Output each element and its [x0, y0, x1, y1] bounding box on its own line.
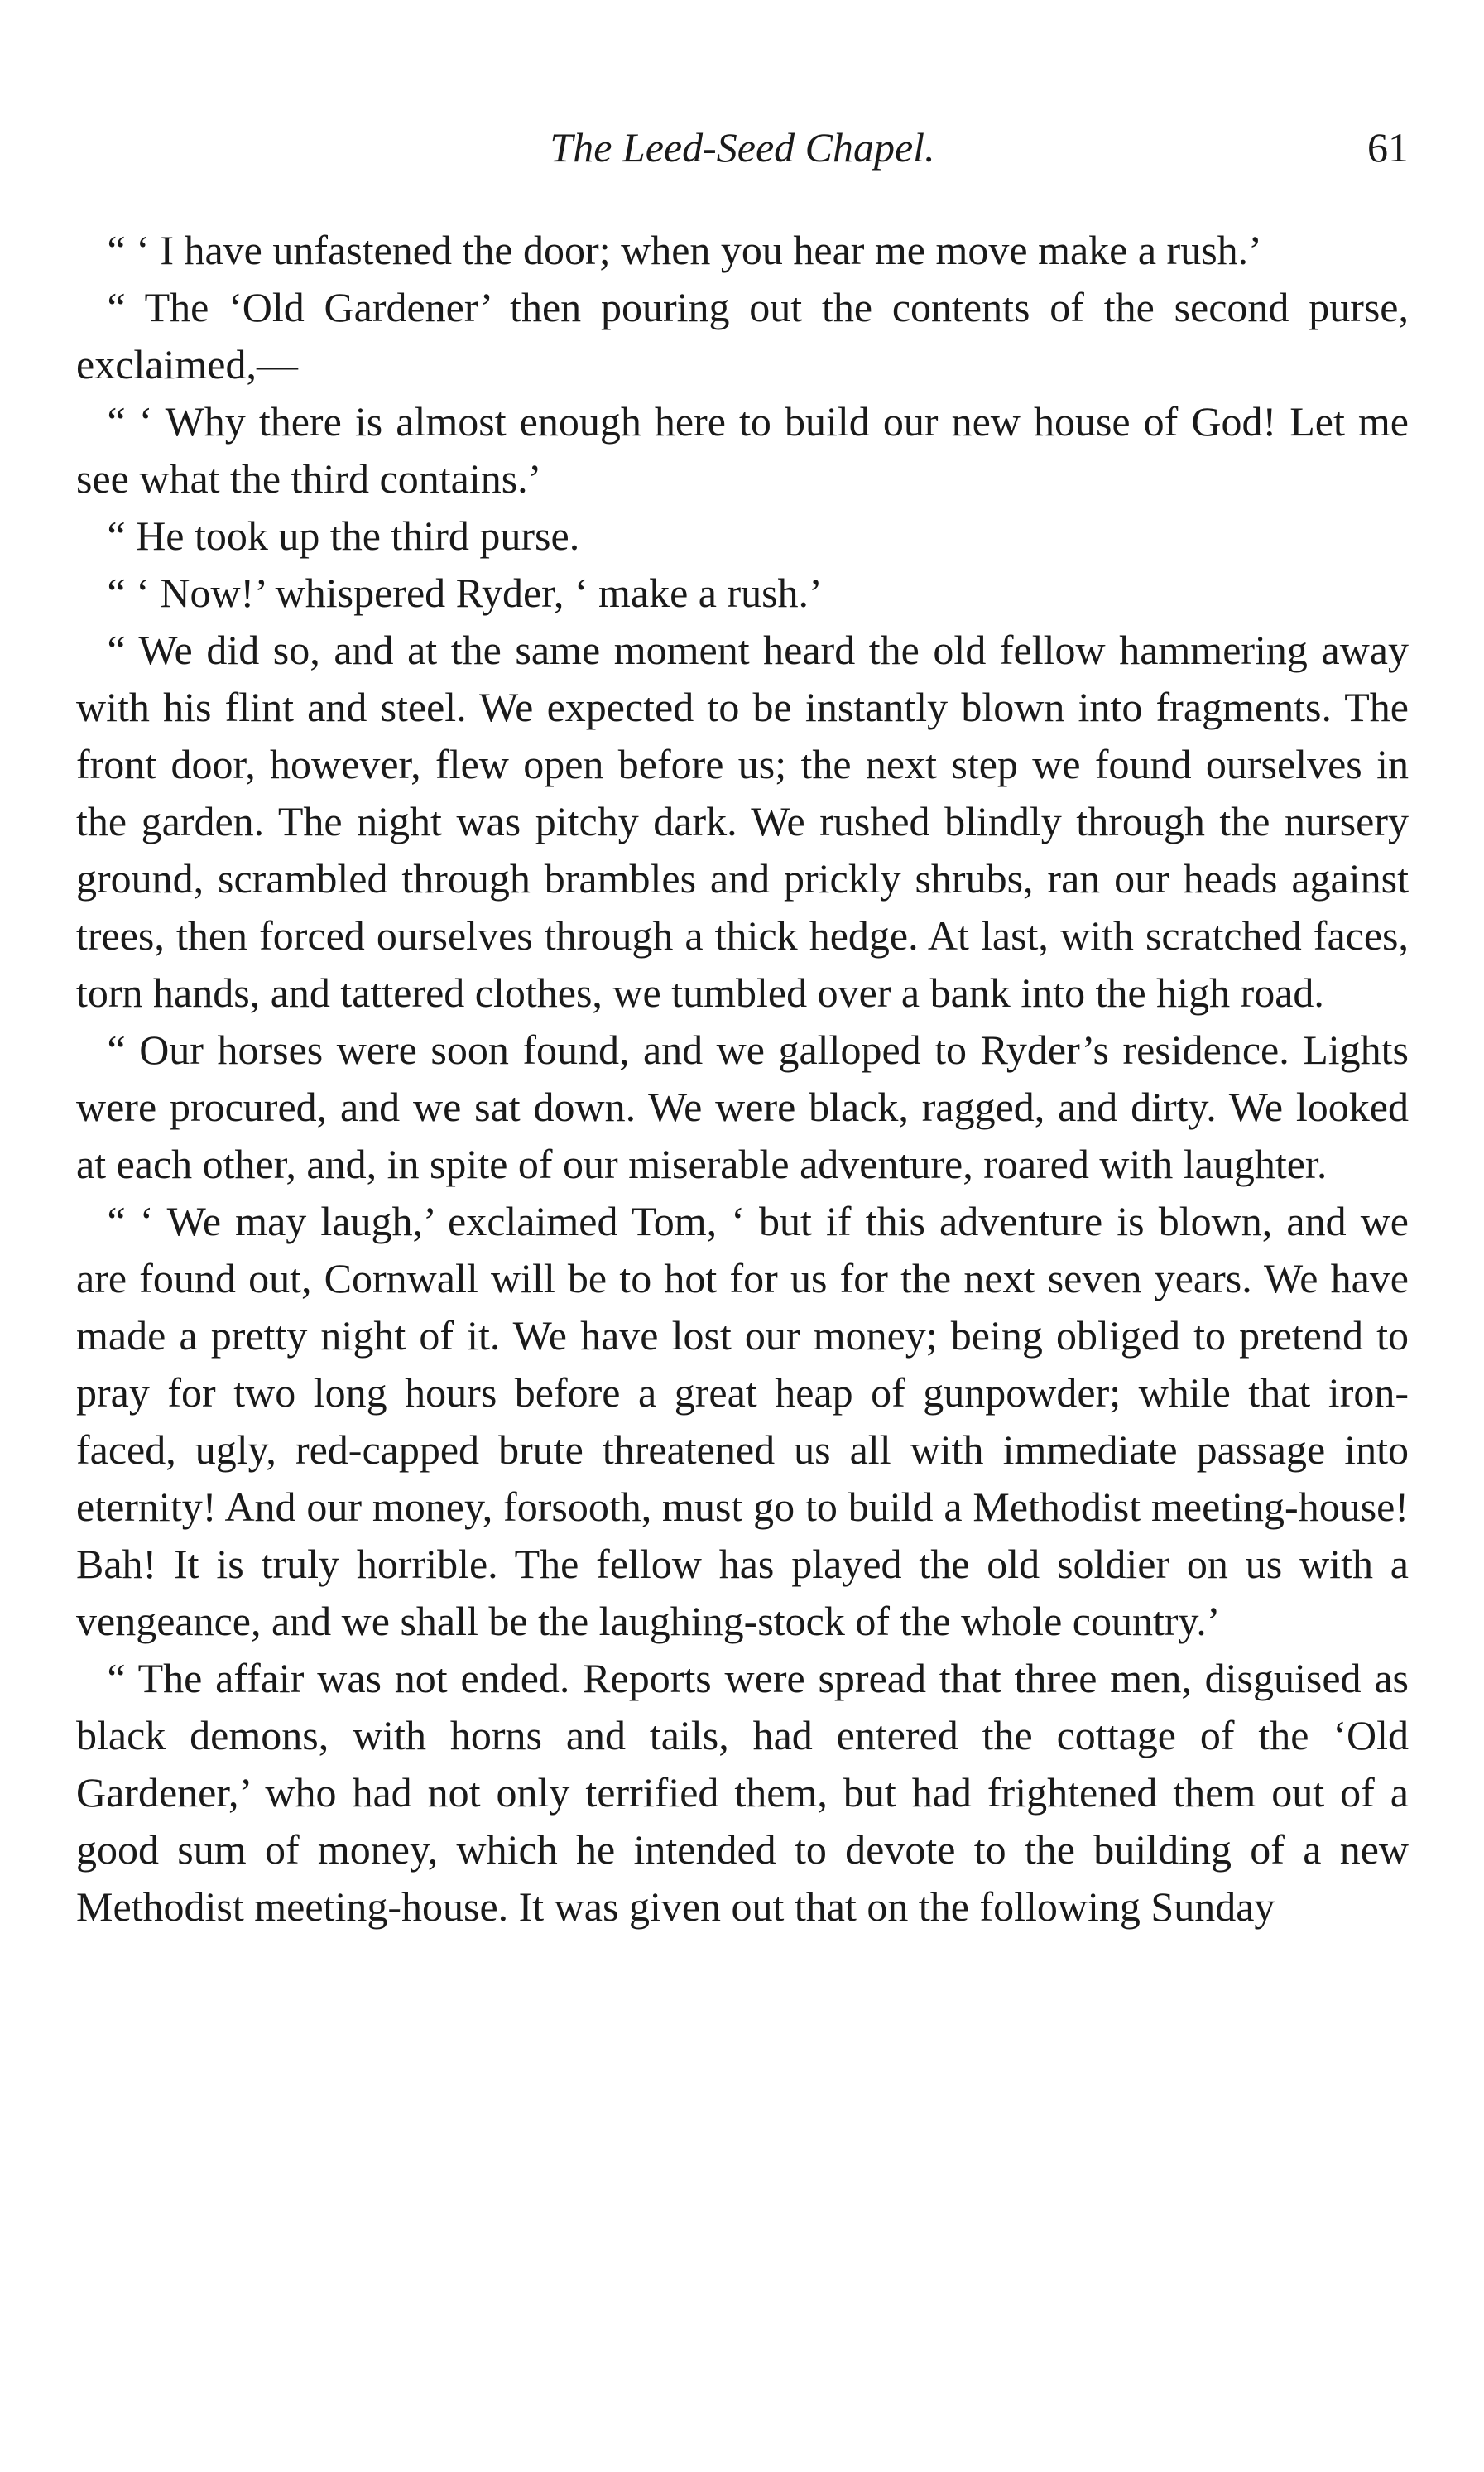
paragraph: “ ‘ I have unfastened the door; when you hear me move make a rush.’	[107, 227, 1262, 273]
paragraph: “ Our horses were soon found, and we galloped to Ryder’s residence. Lights were procured, and we sat down. We were black, ragged, and dirty. We looked at each other, and, in spite of our miserable adventure, roared with laughter.	[76, 1027, 1409, 1187]
running-head	[76, 114, 1409, 180]
paragraph: “ He took up the third purse.	[107, 512, 580, 559]
paragraph: “ ‘ Now!’ whispered Ryder, ‘ make a rush.’	[107, 570, 823, 616]
body-text	[76, 222, 1409, 1936]
paragraph: “ We did so, and at the same moment heard the old fellow hammering away with his flint and steel. We expected to be instantly blown into fragments. The front door, however, flew open before us; the next step we found ourselves in the garden. The night was pitchy dark. We rushed blindly through the nursery ground, scrambled through brambles and prickly shrubs, ran our heads against trees, then forced ourselves through a thick hedge. At last, with scratched faces, torn hands, and tattered clothes, we tumbled over a bank into the high road.	[76, 627, 1409, 1016]
paragraph: “ The affair was not ended. Reports were spread that three men, disguised as black demons, with horns and tails, had entered the cottage of the ‘Old Gardener,’ who had not only terrified them, but had frightened them out of a good sum of money, which he intended to devote to the building of a new Methodist meeting-house. It was given out that on the following Sunday	[76, 1655, 1409, 1930]
paragraph: “ The ‘Old Gardener’ then pouring out the contents of the second purse, exclaimed,—	[76, 284, 1409, 387]
page-number: 61	[1367, 124, 1409, 171]
paragraph: “ ‘ Why there is almost enough here to build our new house of God! Let me see what the third contains.’	[76, 398, 1409, 502]
paragraph: “ ‘ We may laugh,’ exclaimed Tom, ‘ but if this adventure is blown, and we are found out, Cornwall will be to hot for us for the next seven years. We have made a pretty night of it. We have lost our money; being obliged to pretend to pray for two long hours before a great heap of gunpowder; while that iron-faced, ugly, red-capped brute threatened us all with immediate passage into eternity! And our money, forsooth, must go to build a Methodist meeting-house! Bah! It is truly horrible. The fellow has played the old soldier on us with a vengeance, and we shall be the laughing-stock of the whole country.’	[76, 1198, 1409, 1644]
running-title: The Leed-Seed Chapel.	[550, 124, 935, 171]
book-page	[76, 114, 1409, 2399]
